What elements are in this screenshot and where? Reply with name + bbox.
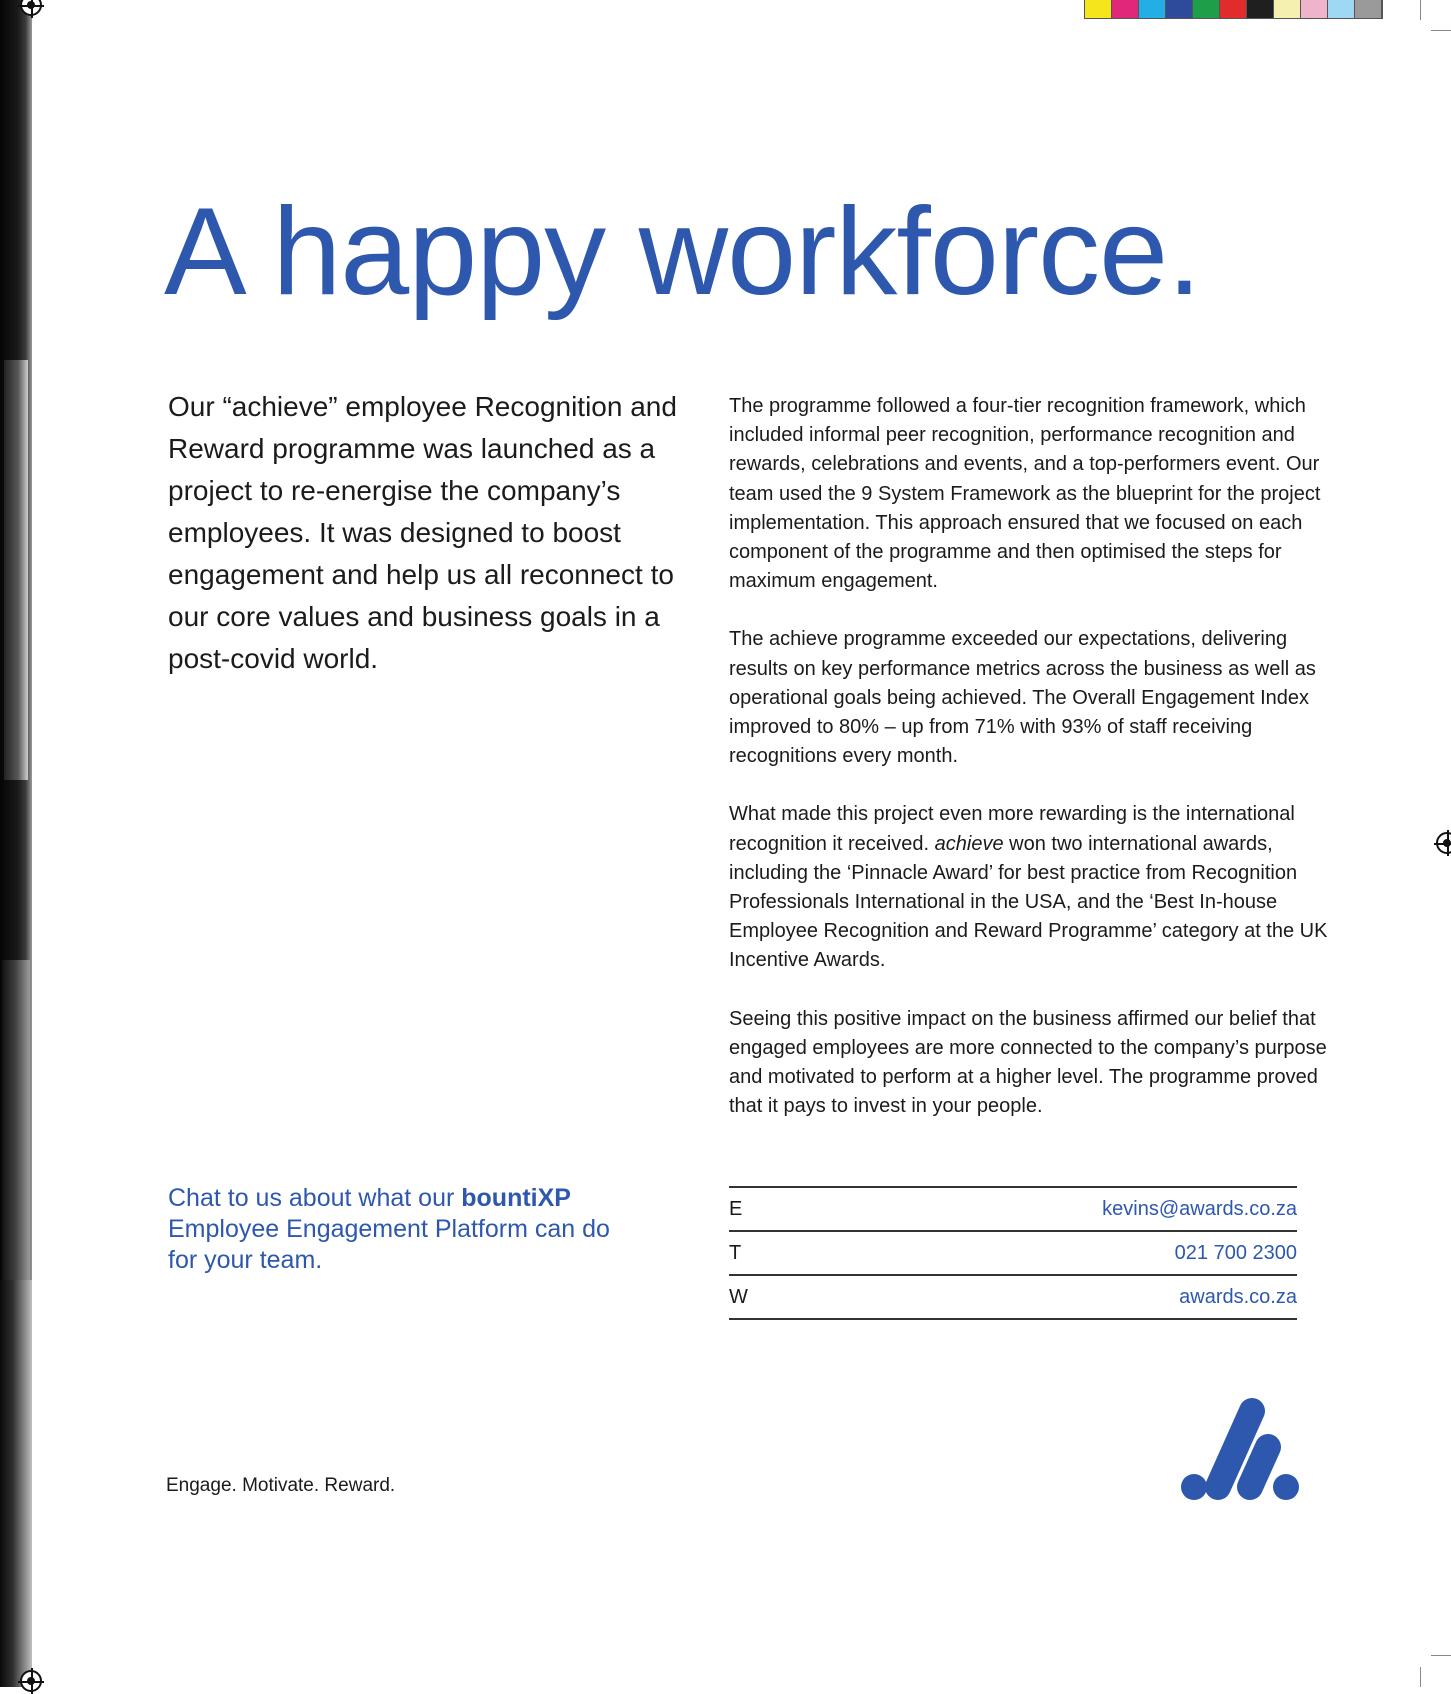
website-link[interactable]: awards.co.za [1179,1285,1297,1308]
body-paragraph [729,800,1329,975]
body-paragraph: Seeing this positive impact on the business affirmed our belief that engaged employees are more connected to the company’s purpose and motivated to perform at a higher level. The programme proved that it pays to invest in your people. [729,1007,1327,1118]
crop-mark [1420,0,1421,20]
color-swatch [1193,0,1220,18]
email-link[interactable]: kevins@awards.co.za [1102,1197,1297,1220]
cta-text: Chat to us about what our [168,1184,462,1212]
print-color-bar [1084,0,1383,19]
contact-table [729,1186,1297,1320]
registration-mark-icon [1436,832,1451,854]
edge-glare [4,360,28,780]
crop-mark [1431,30,1451,31]
tagline: Engage. Motivate. Reward. [166,1475,396,1496]
registration-mark-icon [20,1670,42,1692]
contact-label: W [729,1285,748,1308]
crop-mark [1420,1667,1421,1687]
contact-row-phone [729,1232,1297,1276]
color-swatch [1328,0,1355,18]
contact-row-website [729,1276,1297,1320]
color-swatch [1247,0,1274,18]
body-paragraph: The programme followed a four-tier recognition framework, which included informal peer recognition, performance recognition and rewards, celebrations and events, and a top-performers event. Our team used the 9 System Framework as the blueprint for the project implementation. This approach ensured that we focused on each component of the programme and then optimised the steps for maximum engagement. [729,395,1321,593]
brand-name: bountiXP [461,1184,571,1212]
body-text: won two international awards, including the ‘Pinnacle Award’ for best practice from Recognition Professionals International in the USA, and the ‘Best In-house Employee Recognition and Reward Programme’ category at the UK Incentive Awards. [729,832,1328,972]
programme-name: achieve [934,832,1004,855]
color-swatch [1085,0,1112,18]
body-paragraph: The achieve programme exceeded our expectations, delivering results on key performance metrics across the business as well as operational goals being achieved. The Overall Engagement Index improved to 80% – up from 71% with 93% of staff receiving recognitions every month. [729,628,1316,768]
color-swatch [1220,0,1247,18]
color-swatch [1274,0,1301,18]
phone-link[interactable]: 021 700 2300 [1174,1241,1297,1264]
cta-text: Employee Engagement Platform can do for your team. [168,1215,610,1274]
color-swatch [1301,0,1328,18]
body-text: What made this project even more rewarding is the international recognition it received. [729,803,1295,855]
color-swatch [1355,0,1382,18]
awards-logo-icon [1180,1393,1300,1503]
color-swatch [1166,0,1193,18]
left-edge-shadow [0,0,32,1687]
contact-row-email [729,1188,1297,1232]
body-column [729,392,1329,1150]
page-headline: A happy workforce. [164,183,1201,321]
edge-glare [2,960,30,1280]
crop-mark [1431,1655,1451,1656]
color-swatch [1112,0,1139,18]
contact-label: E [729,1197,743,1220]
intro-paragraph: Our “achieve” employee Recognition and Reward programme was launched as a project to re-energise the company’s employees. It was designed to boost engagement and help us all reconnect to our core values and business goals in a post-covid world. [168,391,677,674]
contact-label: T [729,1241,742,1264]
color-swatch [1139,0,1166,18]
registration-mark-icon [20,0,42,16]
edge-glare [0,1280,32,1687]
call-to-action [168,1183,638,1276]
